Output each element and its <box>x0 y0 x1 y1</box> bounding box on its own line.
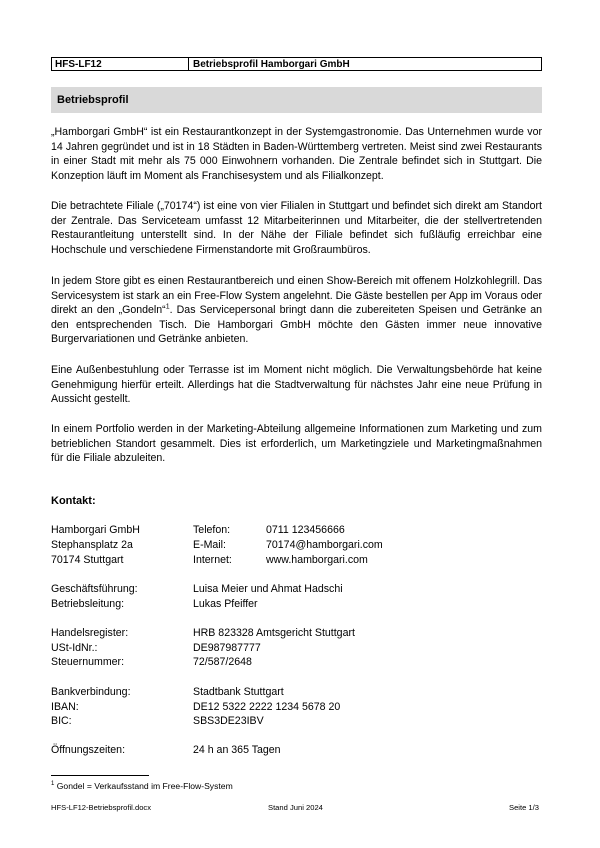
bl-label: Betriebsleitung: <box>51 598 125 610</box>
row-bank <box>51 685 542 699</box>
bic-value: SBS3DE23IBV <box>193 715 264 727</box>
bic-label: BIC: <box>51 715 72 727</box>
paragraph-3 <box>51 274 542 347</box>
street: Stephansplatz 2a <box>51 539 133 551</box>
hr-label: Handelsregister: <box>51 627 129 639</box>
internet-label: Internet: <box>193 554 232 566</box>
paragraph-4: Eine Außenbestuhlung oder Terrasse ist im Moment nicht möglich. Die Verwaltungsbehörde hat keine Genehmigung hierfür erteilt. Allerdings hat die Stadtverwaltung für nächstes Jahr eine neue Prüfung in Aussicht gestellt. <box>51 364 542 405</box>
ust-value: DE987987777 <box>193 642 261 654</box>
row-steuernummer <box>51 655 542 669</box>
oz-label: Öffnungszeiten: <box>51 744 126 756</box>
section-title: Betriebsprofil <box>51 87 542 113</box>
header-table <box>51 57 542 71</box>
contact-heading: Kontakt: <box>51 495 96 507</box>
ust-label: USt-IdNr.: <box>51 642 98 654</box>
footer-filename: HFS-LF12-Betriebsprofil.docx <box>51 803 152 812</box>
contact-row-internet <box>51 553 542 567</box>
paragraph-5: In einem Portfolio werden in der Marketing-Abteilung allgemeine Informationen zum Marketing und zum betrieblichen Standort gesammelt. Dies ist erforderlich, um Marketingziele und Marketingmaßnahmen für die Filiale abzuleiten. <box>51 423 542 464</box>
gf-value: Luisa Meier und Ahmat Hadschi <box>193 583 343 595</box>
paragraph-2: Die betrachtete Filiale („70174“) ist eine von vier Filialen in Stuttgart und befindet sich direkt am Standort der Zentrale. Das Serviceteam umfasst 12 Mitarbeiterinnen und Mitarbeiter, die der stellvertretenden Restaurantleitung unterstellt sind. In der Nähe der Filiale befindet sich fußläufig erreichbar eine Hochschule und verschiedene Firmenstandorte mit Großraumbüros. <box>51 200 542 256</box>
paragraph-3-after: . Das Servicepersonal bringt dann die zubereiteten Speisen und Getränke an den entsprechenden Tisch. Die Hamborgari GmbH möchte den Gästen immer neue innovative Burgervariationen und Getränke anbieten. <box>51 304 542 345</box>
paragraph-1: „Hamborgari GmbH“ ist ein Restaurantkonzept in der Systemgastronomie. Das Unternehmen wurde vor 14 Jahren gegründet und ist in 18 Städten in Baden-Württemberg vertreten. Meist sind zwei Restaurants in einer Stadt mit mehr als 75 000 Einwohnern vorhanden. Die Zentrale befindet sich in Stuttgart. Die Konzeption läuft im Moment als Franchisesystem und als Filialkonzept. <box>51 126 542 182</box>
paragraph-3-before: In jedem Store gibt es einen Restaurantbereich und einen Show-Bereich mit offenem Holzkohlegrill. Das Servicesystem ist stark an ein Free-Flow System angelehnt. Die Gäste bestellen per App im Voraus oder direkt an den „Gondeln“ <box>51 275 542 316</box>
gf-label: Geschäftsführung: <box>51 583 138 595</box>
row-bic <box>51 714 542 728</box>
row-betriebsleitung <box>51 597 542 611</box>
row-ustid <box>51 641 542 655</box>
header-code: HFS-LF12 <box>52 58 189 70</box>
footnote-text: Gondel = Verkaufsstand im Free-Flow-System <box>54 780 233 791</box>
internet-value[interactable]: www.hamborgari.com <box>266 554 368 566</box>
footnote <box>51 779 233 792</box>
contact-row-telefon <box>51 523 542 537</box>
iban-value: DE12 5322 2222 1234 5678 20 <box>193 701 341 713</box>
footer-page-number: Seite 1/3 <box>509 803 539 812</box>
header-title: Betriebsprofil Hamborgari GmbH <box>193 59 350 70</box>
email-label: E-Mail: <box>193 539 226 551</box>
bank-label: Bankverbindung: <box>51 686 131 698</box>
row-oeffnungszeiten <box>51 743 542 757</box>
oz-value: 24 h an 365 Tagen <box>193 744 281 756</box>
contact-row-email <box>51 538 542 552</box>
row-handelsregister <box>51 626 542 640</box>
footer-stand: Stand Juni 2024 <box>268 803 323 812</box>
hr-value: HRB 823328 Amtsgericht Stuttgart <box>193 627 355 639</box>
company-name: Hamborgari GmbH <box>51 524 140 536</box>
email-value[interactable]: 70174@hamborgari.com <box>266 539 383 551</box>
row-geschaeftsfuehrung <box>51 582 542 596</box>
bl-value: Lukas Pfeiffer <box>193 598 258 610</box>
telefon-label: Telefon: <box>193 524 231 536</box>
telefon-value[interactable]: 0711 123456666 <box>266 524 345 536</box>
city: 70174 Stuttgart <box>51 554 124 566</box>
steuer-label: Steuernummer: <box>51 656 125 668</box>
footnote-ref[interactable]: 1 <box>165 303 170 311</box>
footnote-marker: 1 <box>51 781 55 787</box>
bank-value: Stadtbank Stuttgart <box>193 686 284 698</box>
footnote-separator <box>51 775 149 776</box>
row-iban <box>51 700 542 714</box>
iban-label: IBAN: <box>51 701 79 713</box>
steuer-value: 72/587/2648 <box>193 656 252 668</box>
